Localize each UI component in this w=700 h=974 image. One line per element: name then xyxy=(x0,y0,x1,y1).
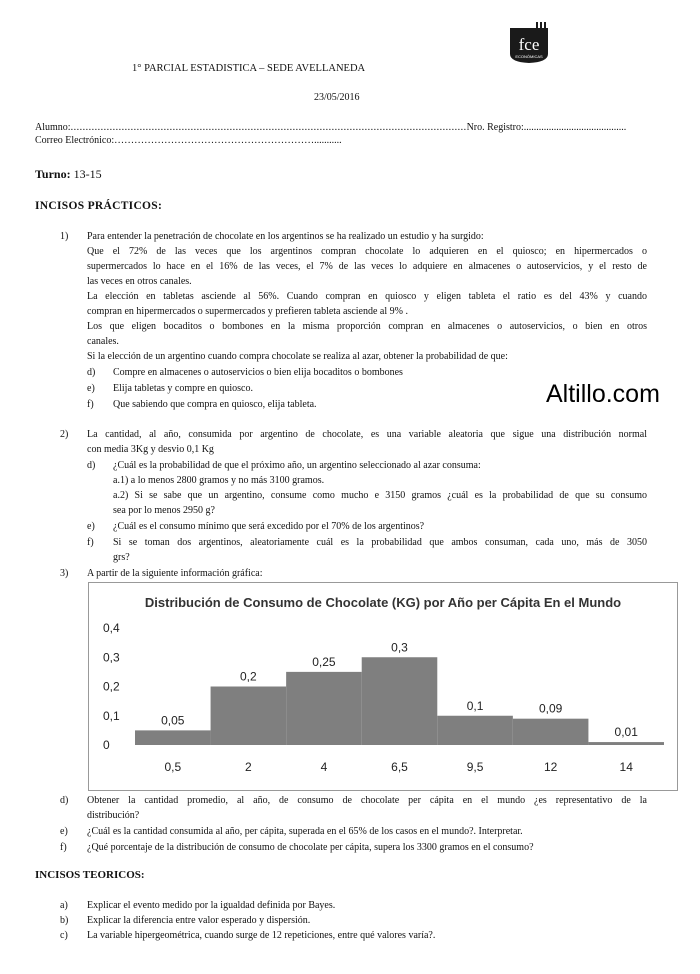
altillo-watermark: Altillo.com xyxy=(546,380,660,408)
x-tick-label: 0,5 xyxy=(164,760,182,774)
data-label: 0,25 xyxy=(312,654,336,669)
x-tick-label: 2 xyxy=(245,760,252,774)
data-label: 0,1 xyxy=(466,698,484,713)
data-label: 0,2 xyxy=(240,669,257,684)
bar xyxy=(135,730,211,745)
bar xyxy=(362,657,438,745)
x-tick-label: 4 xyxy=(320,760,328,774)
q3-f-label: f) xyxy=(60,842,67,853)
q2-a2-line-2: sea por lo menos 2950 g? xyxy=(113,505,215,516)
registro-label: Nro. Registro: xyxy=(466,122,524,133)
q1-line-6: Los que eligen bocaditos o bombones en la misma proporción compran en almacenes o autoservicios, o bien en otros xyxy=(87,321,647,332)
teo-c-text: La variable hipergeométrica, cuando surge de 12 repeticiones, entre qué valores varía?. xyxy=(87,930,436,941)
practicos-heading: INCISOS PRÁCTICOS: xyxy=(35,200,163,212)
q3-d-line-1: Obtener la cantidad promedio, al año, de consumo de chocolate per cápita en el mundo ¿es representativo de la xyxy=(87,795,647,806)
alumno-label: Alumno: xyxy=(35,122,71,133)
q3-e-label: e) xyxy=(60,826,68,837)
exam-title: 1° PARCIAL ESTADISTICA – SEDE AVELLANEDA xyxy=(132,63,366,74)
q1-line-2: supermercados lo hace en el 16% de las veces, el 7% de las veces lo adquiere en almacenes o autoservicios, y el resto de xyxy=(87,261,647,272)
q1-item-f: Que sabiendo que compra en quiosco, elija tableta. xyxy=(113,399,317,410)
turno-label: Turno: xyxy=(35,167,71,181)
teo-b-label: b) xyxy=(60,915,69,926)
turno-line xyxy=(35,167,102,182)
data-label: 0,09 xyxy=(538,701,563,716)
y-tick-label: 0,1 xyxy=(103,708,120,723)
data-label: 0,05 xyxy=(161,713,185,728)
q2-d-label: d) xyxy=(87,460,96,471)
q3-d-label: d) xyxy=(60,795,69,806)
bar xyxy=(588,742,664,745)
q3-e-text: ¿Cuál es la cantidad consumida al año, per cápita, superada en el 65% de los casos en el mundo?. Interpretar. xyxy=(87,826,523,837)
q2-line-2: con media 3Kg y desvio 0,1 Kg xyxy=(87,444,214,455)
chart-plot xyxy=(89,583,677,790)
q2-a1: a.1) a lo menos 2800 gramos y no más 3100 gramos. xyxy=(113,475,325,486)
q3-number: 3) xyxy=(60,568,69,579)
teo-a-label: a) xyxy=(60,900,68,911)
y-tick-label: 0,4 xyxy=(103,621,120,635)
q3-d-line-2: distribución? xyxy=(87,810,140,821)
bar xyxy=(437,716,513,745)
q1-line-3: las veces en otros canales. xyxy=(87,276,192,287)
teo-c-label: c) xyxy=(60,930,68,941)
svg-text:fce: fce xyxy=(518,35,540,54)
svg-text:ECONÓMICAS: ECONÓMICAS xyxy=(515,54,543,59)
q3-intro: A partir de la siguiente información gráfica: xyxy=(87,568,263,579)
alumno-line: Alumno:....................................................................................................................................Nro. Registro:......................................... xyxy=(35,122,627,133)
q1-line-8: Si la elección de un argentino cuando compra chocolate se realiza al azar, obtener la probabilidad de que: xyxy=(87,351,508,362)
q1-line-4: La elección en tabletas asciende al 56%. Cuando compran en quiosco y eligen tableta el ratio es del 43% y cuando xyxy=(87,291,647,302)
fce-logo-graphic xyxy=(508,20,550,64)
q1-number: 1) xyxy=(60,231,69,242)
y-tick-label: 0,2 xyxy=(103,679,120,694)
bar xyxy=(286,672,362,745)
q2-f-label: f) xyxy=(87,537,94,548)
q2-number: 2) xyxy=(60,429,69,440)
data-label: 0,3 xyxy=(391,640,408,655)
turno-value: 13-15 xyxy=(73,167,102,181)
q1-line-1: Que el 72% de las veces que los argentinos compran chocolate lo adquieren en el quiosco; en hipermercados o xyxy=(87,246,647,257)
chart-container xyxy=(88,582,678,791)
x-tick-label: 9,5 xyxy=(466,760,484,774)
q1-line-5: compran en hipermercados o supermercados y prefieren tableta asciende al 9% . xyxy=(87,306,408,317)
exam-date: 23/05/2016 xyxy=(314,92,360,103)
bar xyxy=(211,687,287,746)
chart-title: Distribución de Consumo de Chocolate (KG) por Año per Cápita En el Mundo xyxy=(144,595,622,610)
teoricos-heading: INCISOS TEORICOS: xyxy=(35,869,145,881)
q1-item-d-label: d) xyxy=(87,367,96,378)
fce-logo xyxy=(508,20,550,64)
q3-f-text: ¿Qué porcentaje de la distribución de consumo de chocolate per cápita, supera los 3300 gramos en el consumo? xyxy=(87,842,534,853)
teo-a-text: Explicar el evento medido por la igualdad definida por Bayes. xyxy=(87,900,336,911)
bar xyxy=(513,719,589,745)
q1-item-f-label: f) xyxy=(87,399,94,410)
y-tick-label: 0,3 xyxy=(103,650,120,665)
q1-intro: Para entender la penetración de chocolate en los argentinos se ha realizado un estudio y ha surgido: xyxy=(87,231,484,242)
q1-item-e: Elija tabletas y compre en quiosco. xyxy=(113,383,253,394)
teo-b-text: Explicar la diferencia entre valor esperado y dispersión. xyxy=(87,915,311,926)
x-tick-label: 12 xyxy=(543,760,558,774)
data-label: 0,01 xyxy=(614,725,638,740)
q2-f-line-2: grs? xyxy=(113,552,130,563)
correo-line: Correo Electrónico:……………………………………………………........... xyxy=(35,135,342,146)
x-tick-label: 14 xyxy=(619,760,633,774)
q2-f-line-1: Si se toman dos argentinos, aleatoriamente cuál es la probabilidad que ambos consuman, cada uno, más de 3050 xyxy=(113,537,647,548)
correo-label: Correo Electrónico: xyxy=(35,135,115,146)
q1-item-e-label: e) xyxy=(87,383,95,394)
q2-line-1: La cantidad, al año, consumida por argentino de chocolate, es una variable aleatoria que sigue una distribución normal xyxy=(87,429,647,440)
q2-d-text: ¿Cuál es la probabilidad de que el próximo año, un argentino seleccionado al azar consuma: xyxy=(113,460,481,471)
x-tick-label: 6,5 xyxy=(391,760,408,774)
y-tick-label: 0 xyxy=(103,738,110,752)
q2-a2-line-1: a.2) Si se sabe que un argentino, consume como mucho e 3150 gramos ¿cuál es la probabilidad de que su consumo xyxy=(113,490,647,501)
q2-e-text: ¿Cuál es el consumo mínimo que será excedido por el 70% de los argentinos? xyxy=(113,521,425,532)
q2-e-label: e) xyxy=(87,521,95,532)
q1-item-d: Compre en almacenes o autoservicios o bien elija bocaditos o bombones xyxy=(113,367,403,378)
q1-line-7: canales. xyxy=(87,336,119,347)
